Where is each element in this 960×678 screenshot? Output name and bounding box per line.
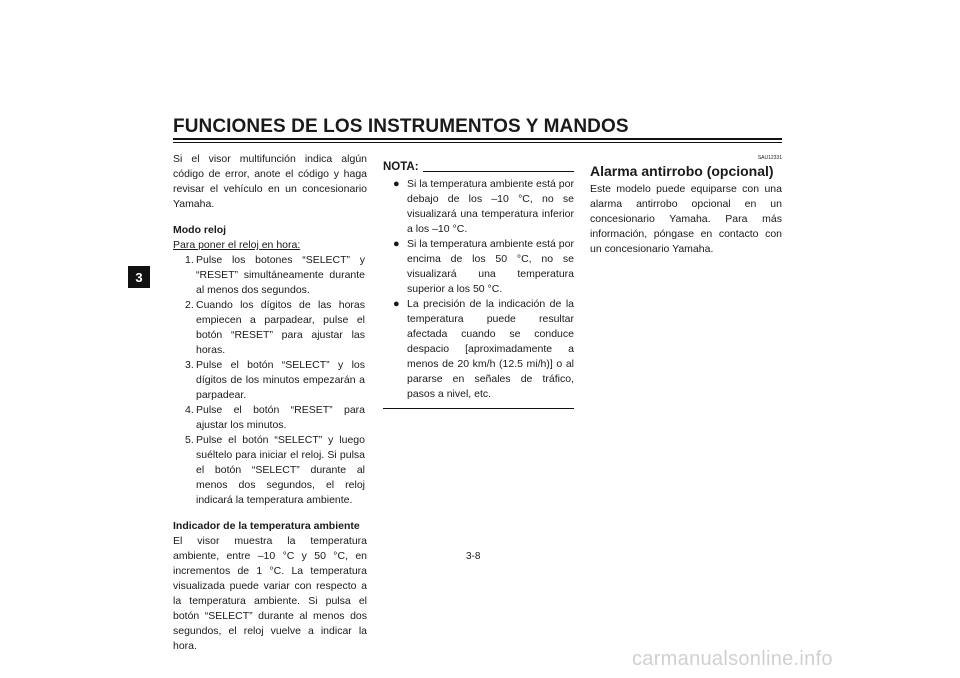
step-item <box>173 403 367 433</box>
column-left <box>173 152 367 654</box>
note-item <box>383 297 574 402</box>
step-item <box>173 253 367 298</box>
step-text: Pulse el botón “RESET” para ajustar los minutos. <box>196 404 365 431</box>
note-end-rule <box>383 408 574 409</box>
clock-subheading: Para poner el reloj en hora: <box>173 239 301 251</box>
page-number: 3-8 <box>466 551 481 562</box>
note-text: La precisión de la indicación de la temperatura puede resultar afectada cuando se conduce despacio [aproximadamente a menos de 20 km/h (12.5 mi/h)] o al pararse en señales de tráfico, pasos a nivel, etc. <box>407 298 574 400</box>
temperature-heading: Indicador de la temperatura ambiente <box>173 520 360 532</box>
bullet-icon: ● <box>393 178 400 190</box>
step-item <box>173 298 367 358</box>
page-title: FUNCIONES DE LOS INSTRUMENTOS Y MANDOS <box>173 116 629 137</box>
step-number: 5. <box>185 434 194 446</box>
note-text: Si la temperatura ambiente está por debajo de los –10 °C, no se visualizará una temperatura inferior a los –10 °C. <box>407 178 574 235</box>
note-header <box>383 160 574 175</box>
column-middle <box>383 152 574 409</box>
bullet-icon: ● <box>393 238 400 250</box>
bullet-icon: ● <box>393 298 400 310</box>
step-text: Pulse los botones “SELECT” y “RESET” simultáneamente durante al menos dos segundos. <box>196 254 365 296</box>
step-text: Cuando los dígitos de las horas empiecen a parpadear, pulse el botón “RESET” para ajustar las horas. <box>196 299 365 356</box>
note-header-rule <box>423 171 574 172</box>
column-right <box>590 152 782 257</box>
note-item <box>383 177 574 237</box>
section-code: SAU12331 <box>757 155 782 161</box>
intro-paragraph: Si el visor multifunción indica algún código de error, anote el código y haga revisar el vehículo en un concesionario Yamaha. <box>173 153 367 210</box>
step-number: 2. <box>185 299 194 311</box>
step-text: Pulse el botón “SELECT” y luego suéltelo para iniciar el reloj. Si pulsa el botón “SELECT” durante al menos dos segundos, el reloj indicará la temperatura ambiente. <box>196 434 365 506</box>
note-list <box>383 177 574 402</box>
step-item <box>173 433 367 508</box>
step-number: 1. <box>185 254 194 266</box>
clock-steps-list <box>173 253 367 508</box>
chapter-tab: 3 <box>128 266 150 288</box>
note-item <box>383 237 574 297</box>
note-text: Si la temperatura ambiente está por encima de los 50 °C, no se visualizará una temperatura superior a los 50 °C. <box>407 238 574 295</box>
header-rule-thin <box>173 142 782 143</box>
step-number: 4. <box>185 404 194 416</box>
header-rule <box>173 138 782 140</box>
temperature-paragraph: El visor muestra la temperatura ambiente, entre –10 °C y 50 °C, en incrementos de 1 °C. La temperatura visualizada puede variar con respecto a la temperatura ambiente. Si pulsa el botón “SELECT” durante al menos dos segundos, el reloj vuelve a indicar la hora. <box>173 535 367 652</box>
alarm-section-title: Alarma antirrobo (opcional) <box>590 163 774 179</box>
step-text: Pulse el botón “SELECT” y los dígitos de los minutos empezarán a parpadear. <box>196 359 365 401</box>
alarm-paragraph: Este modelo puede equiparse con una alarma antirrobo opcional en un concesionario Yamaha. Para más información, póngase en contacto con un concesionario Yamaha. <box>590 183 782 255</box>
step-number: 3. <box>185 359 194 371</box>
step-item <box>173 358 367 403</box>
watermark: carmanualsonline.info <box>632 648 833 670</box>
clock-heading: Modo reloj <box>173 224 227 236</box>
note-label: NOTA: <box>383 161 419 173</box>
